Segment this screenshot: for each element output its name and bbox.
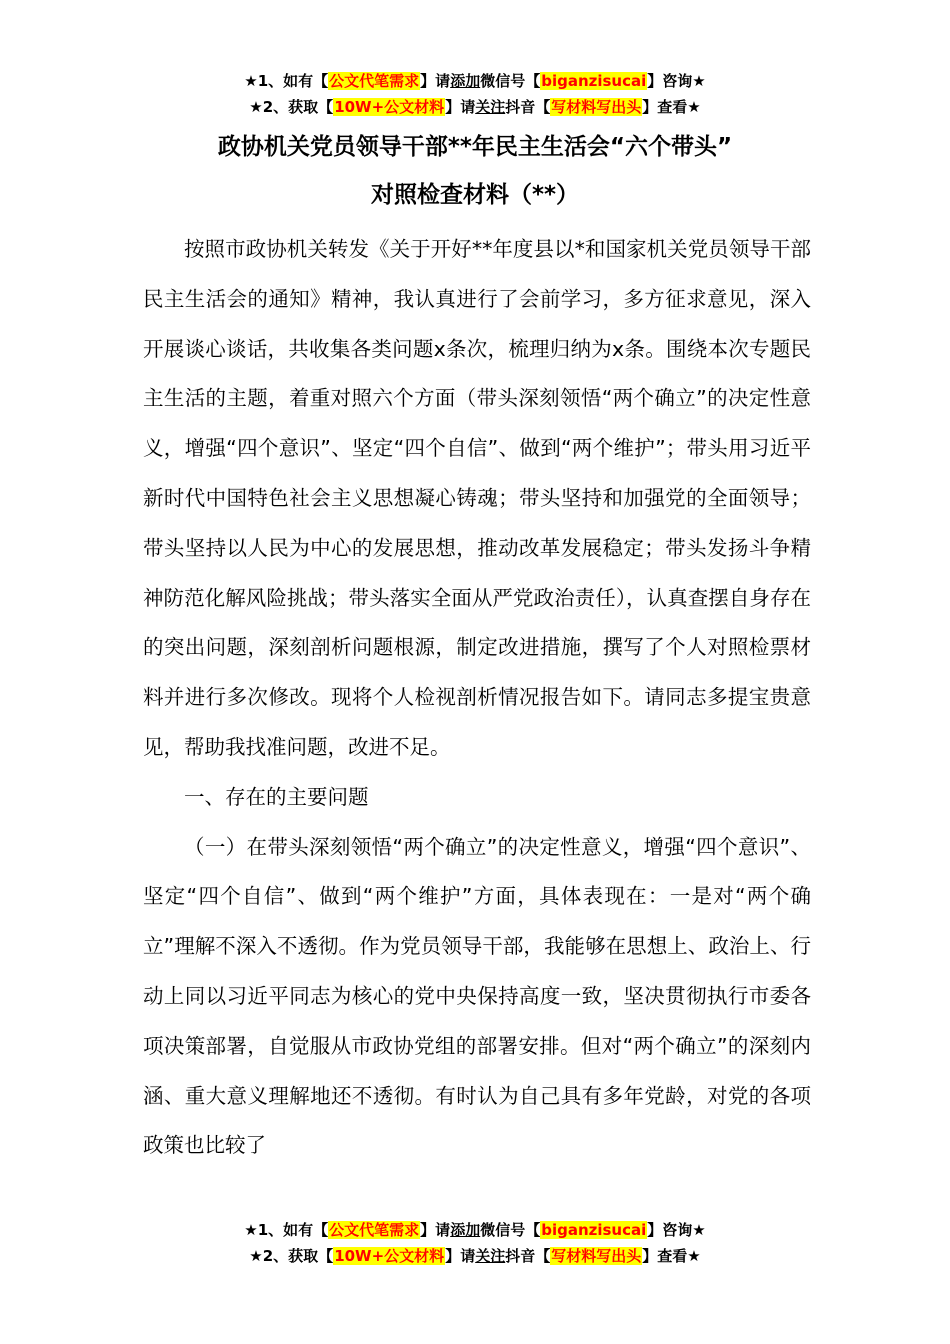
section-heading: 一、存在的主要问题 <box>184 784 369 809</box>
promo-line-2 <box>0 1243 950 1269</box>
promo-highlight: 公文代笔需求 <box>329 1221 420 1239</box>
promo-highlight: 公文代笔需求 <box>329 72 420 90</box>
promo-text: 抖音【 <box>505 98 551 116</box>
paragraph-problem-1: （一）在带头深刻领悟“两个确立”的决定性意义，增强“四个意识”、坚定“四个自信”、做到“两个维护”方面，具体表现在：一是对“两个确立”理解不深入不透彻。作为党员领导干部，我能够在思想上、政治上、行动上同以习近平同志为核心的党中央保持高度一致，坚决贯彻执行市委各项决策部署，自觉服从市政协党组的部署安排。但对“两个确立”的深刻内涵、重大意义理解地还不透彻。有时认为自己具有多年党龄，对党的各项政策也比较了 <box>143 834 811 1158</box>
promo-text: ★1、如有【 <box>244 1221 329 1239</box>
promo-line-1 <box>0 68 950 94</box>
promo-text: 】查看★ <box>642 98 701 116</box>
promo-text: 】咨询★ <box>647 1221 706 1239</box>
promo-text: 】咨询★ <box>647 72 706 90</box>
document-body <box>143 225 811 1171</box>
promo-highlight: biganzisucai <box>541 1221 647 1239</box>
promo-text: 】查看★ <box>642 1247 701 1265</box>
promo-line-2 <box>0 94 950 120</box>
promo-banner-bottom <box>0 1217 950 1269</box>
promo-underline: 关注 <box>475 98 506 116</box>
promo-underline: 添加 <box>450 1221 481 1239</box>
document-title-line-2: 对照检查材料（**） <box>370 182 580 208</box>
promo-line-1 <box>0 1217 950 1243</box>
promo-text: ★1、如有【 <box>244 72 329 90</box>
promo-highlight: 10W+公文材料 <box>334 98 445 116</box>
document-title-line-1: 政协机关党员领导干部**年民主生活会“六个带头” <box>217 134 733 160</box>
promo-highlight: biganzisucai <box>541 72 647 90</box>
promo-text: 】请 <box>420 72 451 90</box>
promo-text: 抖音【 <box>505 1247 551 1265</box>
promo-banner-top <box>0 68 950 120</box>
promo-text: 微信号【 <box>480 1221 541 1239</box>
promo-text: 微信号【 <box>480 72 541 90</box>
promo-text: 】请 <box>420 1221 451 1239</box>
promo-underline: 关注 <box>475 1247 506 1265</box>
promo-highlight: 写材料写出头 <box>551 1247 642 1265</box>
promo-text: ★2、获取【 <box>249 98 334 116</box>
promo-text: 】请 <box>445 1247 476 1265</box>
promo-text: ★2、获取【 <box>249 1247 334 1265</box>
promo-underline: 添加 <box>450 72 481 90</box>
promo-highlight: 10W+公文材料 <box>334 1247 445 1265</box>
paragraph-intro: 按照市政协机关转发《关于开好**年度县以*和国家机关党员领导干部民主生活会的通知》精神，我认真进行了会前学习，多方征求意见，深入开展谈心谈话，共收集各类问题x条次，梳理归纳为x条。围绕本次专题民主生活的主题，着重对照六个方面（带头深刻领悟“两个确立”的决定性意义，增强“四个意识”、坚定“四个自信”、做到“两个维护”；带头用习近平新时代中国特色社会主义思想凝心铸魂；带头坚持和加强党的全面领导；带头坚持以人民为中心的发展思想，推动改革发展稳定；带头发扬斗争精神防范化解风险挑战；带头落实全面从严党政治责任），认真查摆自身存在的突出问题，深刻剖析问题根源，制定改进措施，撰写了个人对照检票材料并进行多次修改。现将个人检视剖析情况报告如下。请同志多提宝贵意见，帮助我找准问题，改进不足。 <box>143 237 811 759</box>
promo-highlight: 写材料写出头 <box>551 98 642 116</box>
promo-text: 】请 <box>445 98 476 116</box>
